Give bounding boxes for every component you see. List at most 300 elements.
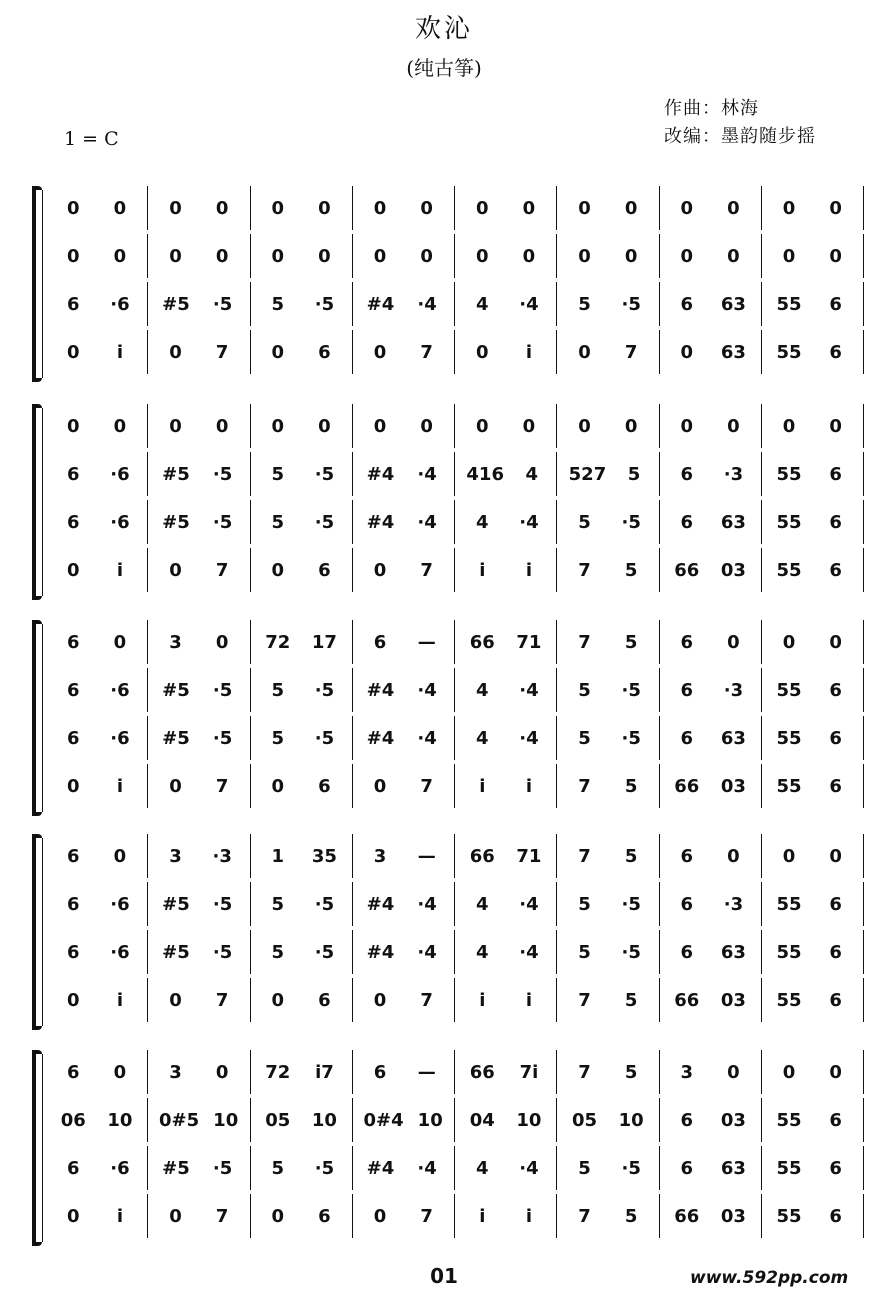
note-beat: ·6 (110, 893, 130, 915)
note-beat: 0 (169, 1205, 182, 1227)
measure (353, 548, 455, 592)
note-beat: 17 (311, 631, 337, 653)
note-beat: 6 (829, 727, 842, 749)
measure (762, 330, 864, 374)
note-beat: 0 (476, 197, 489, 219)
measure (557, 234, 659, 278)
measure (762, 620, 864, 664)
note-beat: 0 (67, 559, 80, 581)
note-beat: ·6 (110, 727, 130, 749)
page-number: 01 (430, 1264, 458, 1288)
measure (660, 330, 762, 374)
measure (251, 330, 353, 374)
note-beat: 6 (680, 893, 694, 915)
measure (660, 1098, 762, 1142)
measure (251, 978, 353, 1022)
measure (557, 882, 659, 926)
note-beat: 55 (776, 341, 802, 363)
note-beat: 0 (113, 245, 127, 267)
note-beat: 6 (67, 293, 80, 315)
measure (251, 234, 353, 278)
note-beat: 0 (271, 1205, 285, 1227)
note-beat: i (525, 559, 533, 581)
note-beat: ·4 (519, 679, 539, 701)
note-beat: 63 (720, 941, 746, 963)
note-beat: i (479, 775, 486, 797)
stave-line (46, 764, 864, 808)
note-beat: 0 (169, 197, 182, 219)
measure (557, 548, 659, 592)
note-beat: 55 (776, 893, 802, 915)
measure (660, 930, 762, 974)
note-beat: ·5 (621, 511, 641, 533)
note-beat: 7 (420, 989, 433, 1011)
stave-line (46, 1194, 864, 1238)
note-beat: 0 (113, 415, 127, 437)
measure (557, 282, 659, 326)
note-beat: 0 (420, 197, 433, 219)
note-beat: 6 (829, 679, 842, 701)
note-beat: i (525, 989, 533, 1011)
system-start-barline (42, 1054, 43, 1242)
note-beat: ·4 (519, 293, 539, 315)
note-beat: ·5 (314, 679, 335, 701)
note-beat: ·5 (314, 511, 335, 533)
note-beat: ·5 (621, 941, 641, 963)
note-beat: 55 (776, 775, 802, 797)
measure (46, 404, 148, 448)
note-beat: #4 (366, 941, 395, 963)
note-beat: 0 (271, 989, 285, 1011)
note-beat: ·5 (621, 1157, 641, 1179)
note-beat: i (479, 559, 486, 581)
note-beat: 6 (680, 293, 694, 315)
note-beat: ·6 (110, 941, 130, 963)
measure (353, 834, 455, 878)
note-beat: 0 (67, 197, 80, 219)
note-beat: 7 (215, 775, 229, 797)
measure (762, 1098, 864, 1142)
measure (251, 1050, 353, 1094)
measure (251, 1146, 353, 1190)
note-beat: 6 (680, 1109, 694, 1131)
note-beat: ·3 (212, 845, 232, 867)
measure (148, 282, 250, 326)
stave-line (46, 452, 864, 496)
note-beat: 35 (311, 845, 337, 867)
note-beat: ·3 (723, 463, 744, 485)
stave-line (46, 668, 864, 712)
measure (455, 404, 557, 448)
note-beat: 7 (578, 775, 591, 797)
note-beat: 0 (373, 197, 387, 219)
note-beat: 0 (829, 415, 842, 437)
measure (557, 452, 659, 496)
measure (455, 620, 557, 664)
note-beat: 6 (829, 559, 842, 581)
note-beat: 6 (318, 1205, 331, 1227)
note-beat: 5 (578, 893, 591, 915)
stave-line (46, 404, 864, 448)
measure (557, 186, 659, 230)
score-system (28, 834, 864, 1030)
note-beat: 7 (624, 341, 638, 363)
note-beat: 7 (215, 559, 229, 581)
note-beat: 3 (373, 845, 387, 867)
measure (148, 716, 250, 760)
measure (251, 548, 353, 592)
note-beat: ·6 (110, 511, 130, 533)
note-beat: 5 (627, 463, 641, 485)
note-beat: 6 (829, 941, 842, 963)
measure (353, 620, 455, 664)
note-beat: 6 (373, 1061, 387, 1083)
measure (455, 452, 557, 496)
measure (455, 1050, 557, 1094)
note-beat: 0 (169, 415, 182, 437)
measure (762, 500, 864, 544)
measure (353, 1098, 455, 1142)
note-beat: 7 (215, 989, 229, 1011)
note-beat: 6 (829, 775, 842, 797)
note-beat: 55 (776, 989, 802, 1011)
note-beat: ·5 (621, 727, 641, 749)
note-beat: 6 (680, 845, 694, 867)
stave-line (46, 282, 864, 326)
note-beat: 0 (318, 245, 331, 267)
note-beat: 0 (476, 341, 489, 363)
measure (148, 1098, 250, 1142)
note-beat: 72 (265, 631, 291, 653)
note-beat: 0 (727, 197, 740, 219)
measure (353, 500, 455, 544)
measure (148, 834, 250, 878)
note-beat: 6 (67, 511, 80, 533)
note-beat: ·6 (110, 1157, 130, 1179)
measure (455, 834, 557, 878)
stave-line (46, 978, 864, 1022)
note-beat: 4 (476, 941, 489, 963)
note-beat: 63 (720, 293, 746, 315)
note-beat: 55 (776, 463, 802, 485)
note-beat: ·4 (417, 727, 437, 749)
note-beat: 55 (776, 679, 802, 701)
note-beat: 0 (271, 197, 285, 219)
note-beat: 7 (578, 631, 591, 653)
note-beat: 0 (829, 631, 842, 653)
measure (251, 1098, 353, 1142)
note-beat: 6 (680, 679, 694, 701)
note-beat: ·5 (212, 463, 233, 485)
measure (557, 834, 659, 878)
note-beat: 6 (67, 727, 80, 749)
measure (251, 186, 353, 230)
note-beat: 0 (373, 989, 387, 1011)
note-beat: 5 (624, 845, 638, 867)
note-beat: 6 (829, 989, 842, 1011)
note-beat: 7 (578, 1061, 591, 1083)
stave-line (46, 620, 864, 664)
note-beat: 0 (271, 415, 285, 437)
note-beat: 66 (469, 1061, 495, 1083)
score-system (28, 404, 864, 600)
measure (557, 404, 659, 448)
measure (251, 404, 353, 448)
note-beat: 0 (215, 197, 229, 219)
note-beat: 03 (720, 1109, 746, 1131)
note-beat: 55 (776, 559, 802, 581)
measure (660, 668, 762, 712)
measure (660, 882, 762, 926)
note-beat: ·5 (314, 893, 335, 915)
note-beat: 0 (782, 845, 796, 867)
system-bracket (32, 406, 42, 598)
measure (455, 1146, 557, 1190)
note-beat: #5 (162, 463, 190, 485)
note-beat: 527 (568, 463, 607, 485)
note-beat: 0 (727, 415, 740, 437)
note-beat: 5 (578, 293, 591, 315)
note-beat: 7 (578, 559, 591, 581)
note-beat: 0 (113, 1061, 127, 1083)
note-beat: 04 (469, 1109, 495, 1131)
note-beat: i (116, 775, 124, 797)
system-bracket (32, 836, 42, 1028)
measure (148, 978, 250, 1022)
measure (46, 330, 148, 374)
stave-line (46, 930, 864, 974)
note-beat: 6 (318, 341, 331, 363)
measure (46, 1050, 148, 1094)
note-beat: ·5 (314, 463, 335, 485)
measure (762, 282, 864, 326)
measure (148, 186, 250, 230)
note-beat: 55 (776, 1157, 802, 1179)
measure (762, 668, 864, 712)
note-beat: 0 (169, 341, 182, 363)
note-beat: 7 (420, 341, 433, 363)
measure (455, 330, 557, 374)
measure (46, 1098, 148, 1142)
note-beat: ·5 (212, 511, 233, 533)
note-beat: ·4 (417, 463, 437, 485)
note-beat: 5 (578, 1157, 591, 1179)
measure (660, 1050, 762, 1094)
measure (148, 882, 250, 926)
note-beat: 0 (373, 559, 387, 581)
measure (762, 978, 864, 1022)
note-beat: 0 (373, 1205, 387, 1227)
measure (251, 282, 353, 326)
note-beat: i (116, 989, 124, 1011)
note-beat: #4 (366, 679, 395, 701)
note-beat: 5 (624, 1061, 638, 1083)
note-beat: ·6 (110, 463, 130, 485)
measure (353, 930, 455, 974)
note-beat: 6 (829, 1157, 842, 1179)
note-beat: — (417, 1061, 436, 1083)
note-beat: 03 (720, 775, 746, 797)
measure (148, 1050, 250, 1094)
note-beat: 63 (720, 341, 746, 363)
measure (148, 330, 250, 374)
measure (46, 978, 148, 1022)
note-beat: 0 (373, 415, 387, 437)
note-beat: 5 (271, 511, 285, 533)
note-beat: 0 (67, 341, 80, 363)
note-beat: #5 (162, 511, 190, 533)
note-beat: 0 (578, 415, 591, 437)
measure (353, 186, 455, 230)
note-beat: 71 (516, 845, 542, 867)
measure (557, 668, 659, 712)
note-beat: ·5 (314, 941, 335, 963)
note-beat: 63 (720, 511, 746, 533)
stave-line (46, 1098, 864, 1142)
note-beat: 10 (213, 1109, 239, 1131)
measure (353, 234, 455, 278)
measure (46, 500, 148, 544)
note-beat: i7 (315, 1061, 334, 1083)
measure (455, 930, 557, 974)
note-beat: 0 (680, 197, 694, 219)
note-beat: #5 (162, 1157, 190, 1179)
note-beat: 72 (265, 1061, 291, 1083)
note-beat: #4 (366, 463, 395, 485)
measure (660, 1146, 762, 1190)
note-beat: 10 (107, 1109, 133, 1131)
note-beat: #4 (366, 511, 395, 533)
measure (148, 1194, 250, 1238)
note-beat: ·4 (417, 293, 437, 315)
note-beat: ·4 (417, 679, 437, 701)
note-beat: 6 (829, 1109, 842, 1131)
note-beat: 5 (578, 727, 591, 749)
system-bracket (32, 622, 42, 814)
note-beat: 6 (829, 893, 842, 915)
stave-line (46, 186, 864, 230)
note-beat: 5 (624, 1205, 638, 1227)
note-beat: #5 (162, 893, 190, 915)
note-beat: 0 (420, 245, 433, 267)
note-beat: 0 (169, 559, 182, 581)
measure (148, 548, 250, 592)
note-beat: — (417, 845, 436, 867)
note-beat: 0 (624, 197, 638, 219)
composer-credit: 作曲：林海 (664, 98, 759, 119)
system-start-barline (42, 408, 43, 596)
stave-line (46, 548, 864, 592)
note-beat: 0 (829, 197, 842, 219)
note-beat: i (116, 559, 124, 581)
note-beat: 6 (680, 511, 694, 533)
measure (148, 620, 250, 664)
note-beat: 05 (265, 1109, 291, 1131)
note-beat: 0 (271, 775, 285, 797)
note-beat: 0 (680, 341, 694, 363)
measure (251, 668, 353, 712)
note-beat: ·4 (519, 727, 539, 749)
measure (353, 882, 455, 926)
note-beat: 4 (476, 679, 489, 701)
note-beat: 6 (680, 941, 694, 963)
note-beat: 5 (271, 893, 285, 915)
measure (455, 1098, 557, 1142)
note-beat: 0 (680, 245, 694, 267)
note-beat: 10 (311, 1109, 337, 1131)
website-watermark: www.592pp.com (690, 1268, 849, 1288)
measure (455, 186, 557, 230)
note-beat: 0 (624, 415, 638, 437)
measure (148, 234, 250, 278)
measure (251, 452, 353, 496)
measure (251, 834, 353, 878)
note-beat: 10 (417, 1109, 443, 1131)
note-beat: ·5 (212, 293, 233, 315)
measure (353, 764, 455, 808)
measure (660, 234, 762, 278)
note-beat: 4 (476, 511, 489, 533)
note-beat: ·4 (417, 511, 437, 533)
note-beat: 7 (215, 341, 229, 363)
note-beat: 0 (318, 197, 331, 219)
note-beat: 0 (169, 245, 182, 267)
note-beat: 0 (782, 245, 796, 267)
note-beat: #4 (366, 293, 395, 315)
note-beat: 63 (720, 727, 746, 749)
note-beat: 05 (572, 1109, 598, 1131)
note-beat: 0 (271, 559, 285, 581)
measure (455, 668, 557, 712)
note-beat: 63 (720, 1157, 746, 1179)
note-beat: 0 (624, 245, 638, 267)
note-beat: 03 (720, 1205, 746, 1227)
note-beat: 0#5 (159, 1109, 200, 1131)
note-beat: #5 (162, 941, 190, 963)
score-system (28, 186, 864, 382)
measure (762, 764, 864, 808)
score-system (28, 620, 864, 816)
note-beat: ·4 (519, 893, 539, 915)
note-beat: i (116, 341, 124, 363)
measure (660, 500, 762, 544)
note-beat: 0 (522, 197, 536, 219)
measure (660, 978, 762, 1022)
measure (353, 716, 455, 760)
note-beat: 0 (680, 415, 694, 437)
stave-line (46, 234, 864, 278)
note-beat: 10 (618, 1109, 644, 1131)
note-beat: 03 (720, 989, 746, 1011)
measure (557, 1098, 659, 1142)
measure (762, 452, 864, 496)
note-beat: 6 (67, 631, 80, 653)
note-beat: 66 (469, 631, 495, 653)
note-beat: 7 (578, 989, 591, 1011)
note-beat: 7 (578, 1205, 591, 1227)
measure (455, 1194, 557, 1238)
note-beat: ·5 (314, 727, 335, 749)
note-beat: ·5 (212, 941, 233, 963)
note-beat: #4 (366, 727, 395, 749)
note-beat: i (525, 341, 533, 363)
note-beat: ·6 (110, 679, 130, 701)
note-beat: 0 (727, 245, 740, 267)
measure (46, 620, 148, 664)
note-beat: 5 (624, 631, 638, 653)
measure (251, 620, 353, 664)
measure (455, 978, 557, 1022)
